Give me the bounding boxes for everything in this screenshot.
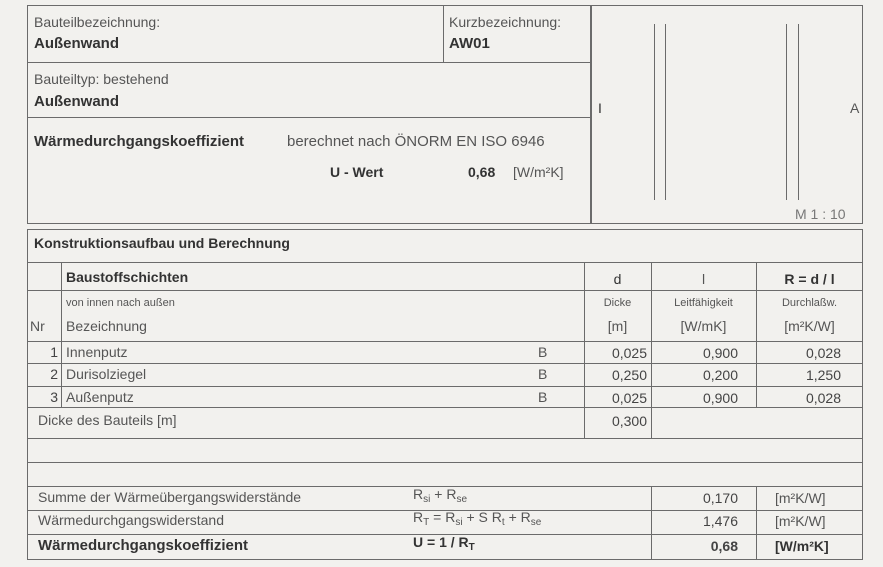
divider	[27, 386, 863, 387]
row-lambda: 0,900	[702, 390, 738, 406]
sketch-scale: M 1 : 10	[795, 206, 846, 222]
divider	[27, 363, 863, 364]
lambda-name: Leitfähigkeit	[674, 297, 733, 309]
wall-line	[798, 24, 799, 200]
divider	[27, 462, 863, 463]
nr-heading: Nr	[30, 318, 45, 334]
lambda-symbol: l	[701, 271, 706, 287]
wall-line	[654, 24, 655, 200]
uvalue-value: 0,68	[468, 164, 496, 180]
divider	[27, 407, 863, 408]
wall-sketch	[591, 5, 863, 224]
formula-r: R	[413, 509, 424, 525]
row-d: 0,025	[611, 390, 647, 406]
row-flag: B	[538, 366, 548, 382]
row-r: 1,250	[805, 367, 841, 383]
divider	[27, 62, 591, 63]
uvalue-unit: [W/m²K]	[513, 164, 564, 180]
type-value: Außenwand	[34, 93, 119, 110]
formula-r: R	[445, 509, 456, 525]
row-d: 0,250	[611, 367, 647, 383]
r-unit: [m²K/W]	[784, 318, 835, 334]
divider	[756, 486, 757, 560]
coef-method: berechnet nach ÖNORM EN ISO 6946	[287, 133, 545, 150]
sketch-outside-label: A	[850, 100, 860, 116]
d-name: Dicke	[603, 297, 632, 309]
summary-value: 0,68	[710, 538, 738, 554]
formula-plus: +	[508, 509, 517, 525]
formula-si: si	[455, 517, 463, 528]
name-heading: Bezeichnung	[66, 318, 147, 334]
summary-value: 1,476	[702, 513, 738, 529]
row-name: Außenputz	[66, 389, 134, 405]
r-name: Durchlaßw.	[781, 297, 838, 309]
lambda-unit: [W/mK]	[680, 318, 727, 334]
row-name: Innenputz	[66, 344, 128, 360]
row-lambda: 0,200	[702, 367, 738, 383]
formula-t: T	[468, 542, 475, 553]
d-symbol: d	[613, 271, 622, 287]
uvalue-label: U - Wert	[330, 164, 384, 180]
divider	[443, 5, 444, 62]
short-label: Kurzbezeichnung:	[449, 14, 562, 30]
formula-u	[413, 535, 475, 553]
formula-eq: =	[433, 509, 442, 525]
row-nr: 2	[50, 366, 58, 382]
summary-label: Wärmedurchgangswiderstand	[38, 512, 224, 528]
layers-heading: Baustoffschichten	[66, 269, 189, 285]
formula-se: se	[456, 494, 468, 505]
table-title: Konstruktionsaufbau und Berechnung	[34, 235, 290, 251]
formula-r: R	[520, 509, 531, 525]
row-flag: B	[538, 344, 548, 360]
formula-r: R	[413, 486, 424, 502]
row-r: 0,028	[805, 390, 841, 406]
formula-u-eq: U = 1 / R	[413, 534, 469, 550]
coef-title: Wärmedurchgangskoeffizient	[34, 133, 245, 150]
formula-t: T	[423, 517, 430, 528]
component-value: Außenwand	[34, 35, 119, 52]
formula-rsi-rse	[413, 487, 467, 505]
divider	[27, 117, 591, 118]
direction-note: von innen nach außen	[66, 297, 175, 309]
divider	[27, 290, 863, 291]
formula-r: R	[446, 486, 457, 502]
summary-unit: [m²K/W]	[775, 490, 826, 506]
summary-label: Wärmedurchgangskoeffizient	[38, 537, 249, 554]
row-r: 0,028	[805, 345, 841, 361]
component-label: Bauteilbezeichnung:	[34, 14, 161, 30]
formula-si: si	[423, 494, 431, 505]
formula-r: R	[491, 509, 502, 525]
divider	[27, 341, 863, 342]
row-d: 0,025	[611, 345, 647, 361]
type-label: Bauteiltyp: bestehend	[34, 71, 169, 87]
row-nr: 1	[50, 344, 58, 360]
summary-value: 0,170	[702, 490, 738, 506]
formula-plus: +	[466, 509, 475, 525]
wall-line	[786, 24, 787, 200]
r-symbol: R = d / l	[784, 271, 835, 287]
formula-s: S	[478, 509, 488, 525]
formula-rt	[413, 510, 541, 528]
sketch-inside-label: I	[598, 100, 602, 116]
divider	[27, 262, 863, 263]
thickness-label: Dicke des Bauteils [m]	[38, 412, 177, 428]
thickness-value: 0,300	[611, 413, 647, 429]
row-flag: B	[538, 389, 548, 405]
row-name: Durisolziegel	[66, 366, 147, 382]
row-nr: 3	[50, 389, 58, 405]
summary-unit: [W/m²K]	[775, 538, 829, 554]
wall-line	[665, 24, 666, 200]
formula-plus: +	[434, 486, 443, 502]
summary-label: Summe der Wärmeübergangswiderstände	[38, 489, 302, 505]
formula-rt: t	[501, 517, 505, 528]
short-value: AW01	[449, 35, 490, 52]
summary-unit: [m²K/W]	[775, 513, 826, 529]
divider	[27, 438, 863, 439]
d-unit: [m]	[607, 318, 628, 334]
formula-se: se	[530, 517, 542, 528]
row-lambda: 0,900	[702, 345, 738, 361]
